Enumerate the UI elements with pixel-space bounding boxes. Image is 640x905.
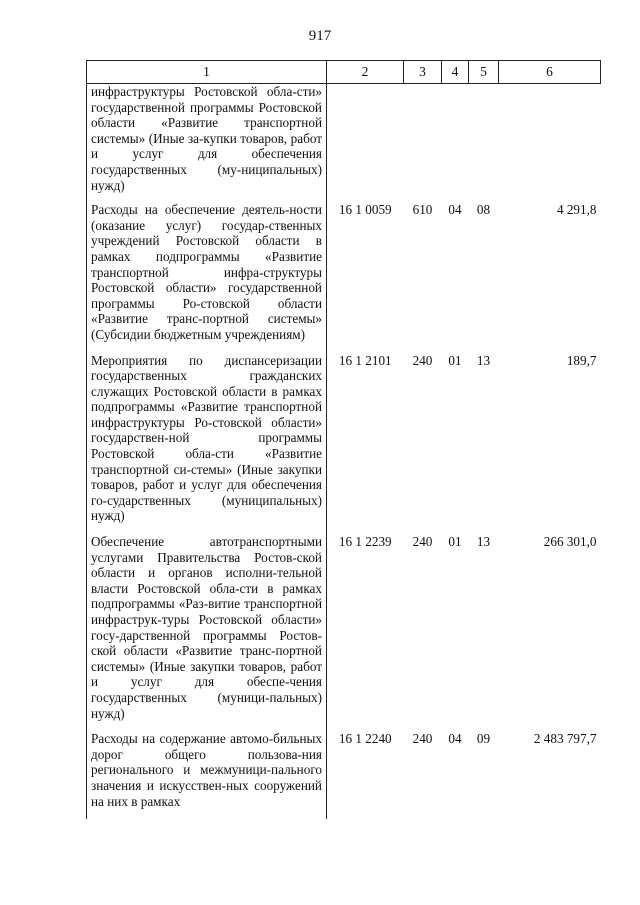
header-col-6: 6 xyxy=(499,61,601,84)
row-target-code xyxy=(327,84,404,203)
header-col-5: 5 xyxy=(469,61,499,84)
row-target-code: 16 1 2239 xyxy=(338,534,392,550)
row-subsection: 13 xyxy=(476,534,491,550)
row-description: Расходы на обеспечение деятель-ности (оказание услуг) государ-ственных учреждений Ростовской области в рамках подпрограммы «Развитие транспортной инфра-структуры Ростовской области» государственной программы Ро-стовской области «Развитие транс-портной системы» (Субсидии бюджетным учреждениям) xyxy=(87,202,327,352)
row-expense-type xyxy=(404,84,442,203)
row-section: 04 xyxy=(448,731,462,747)
row-section: 01 xyxy=(448,534,462,550)
row-description: Расходы на содержание автомо-бильных дорог общего пользова-ния регионального и межмуници-пального значения и искусствен-ных сооружений на них в рамках xyxy=(87,731,327,819)
row-description: Мероприятия по диспансеризации государственных гражданских служащих Ростовской области в рамках подпрограммы «Развитие транспортной инфраструктуры Ро-стовской области» государствен-ной программы Ростовской обла-сти «Развитие транспортной си-стемы» (Иные закупки товаров, работ и услуг для обеспечения го-сударственных (муниципальных) нужд) xyxy=(87,353,327,535)
row-subsection: 08 xyxy=(476,202,491,218)
row-amount: 2 483 797,7 xyxy=(533,731,597,747)
row-amount: 4 291,8 xyxy=(556,202,597,218)
row-target-code: 16 1 2101 xyxy=(338,352,392,368)
table-row xyxy=(87,731,601,819)
row-amount xyxy=(499,84,601,203)
row-expense-type: 240 xyxy=(412,352,433,368)
row-expense-type: 610 xyxy=(412,202,433,218)
row-section xyxy=(442,84,469,203)
row-description: Обеспечение автотранспортными услугами Правительства Ростов-ской области и органов исполни-тельной власти Ростовской обла-сти в рамках подпрограммы «Раз-витие транспортной инфраструк-туры Ростовской области» госу-дарственной программы Ростов-ской области «Развитие транс-портной системы» (Иные закупки товаров, работ и услуг для обеспе-чения государственных (муници-пальных) нужд) xyxy=(87,534,327,731)
table-body xyxy=(87,84,601,820)
row-section: 04 xyxy=(448,202,462,218)
table-row xyxy=(87,84,601,203)
header-col-4: 4 xyxy=(442,61,469,84)
header-col-2: 2 xyxy=(327,61,404,84)
header-row xyxy=(87,61,601,84)
row-amount: 189,7 xyxy=(566,352,597,368)
row-subsection: 13 xyxy=(476,352,491,368)
row-expense-type: 240 xyxy=(412,534,433,550)
budget-table xyxy=(86,60,601,819)
row-amount: 266 301,0 xyxy=(543,534,597,550)
row-description: инфраструктуры Ростовской обла-сти» государственной программы Ростовской области «Развитие транспортной системы» (Иные за-купки товаров, работ и услуг для обеспечения государственных (му-ниципальных) нужд) xyxy=(87,84,327,203)
table-row xyxy=(87,534,601,731)
table-header xyxy=(87,61,601,84)
page-number: 917 xyxy=(308,28,332,44)
table-row xyxy=(87,202,601,352)
row-target-code: 16 1 2240 xyxy=(338,731,392,747)
header-col-1: 1 xyxy=(87,61,327,84)
row-expense-type: 240 xyxy=(412,731,433,747)
row-target-code: 16 1 0059 xyxy=(338,202,392,218)
table-row xyxy=(87,353,601,535)
row-subsection xyxy=(469,84,499,203)
row-subsection: 09 xyxy=(476,731,491,747)
header-col-3: 3 xyxy=(404,61,442,84)
row-section: 01 xyxy=(448,352,462,368)
